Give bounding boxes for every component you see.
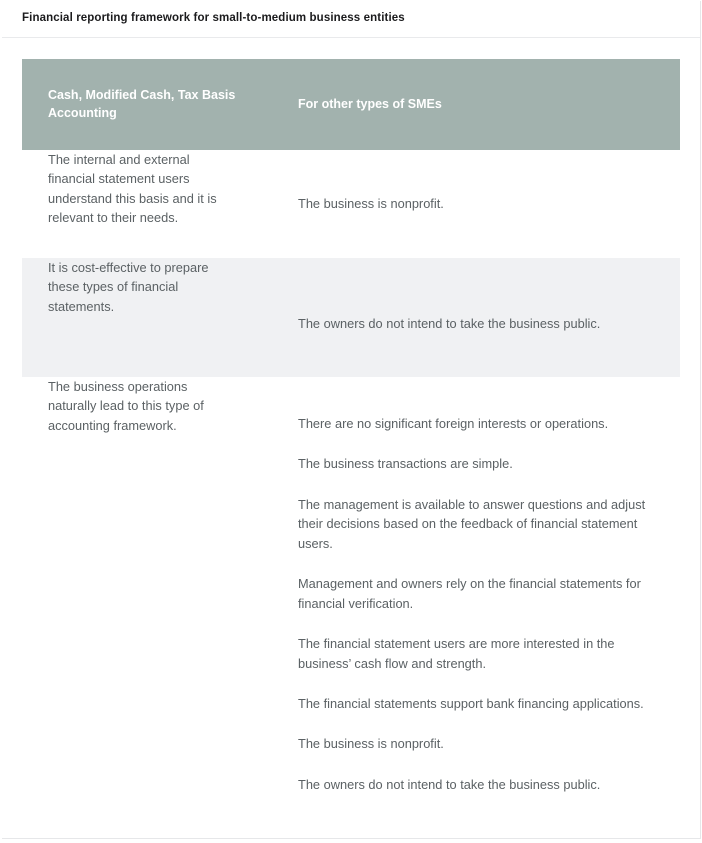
list-item: The business is nonprofit.: [298, 736, 444, 752]
row-items-cell: [272, 377, 680, 797]
table-body: [22, 150, 680, 797]
list-item: The business transactions are simple.: [298, 456, 513, 472]
item-text: The owners do not intend to take the business public.: [298, 316, 601, 331]
framework-table: [22, 59, 680, 797]
list-item: The management is available to answer questions and adjust their decisions based on the feedback of financial statement users.: [298, 496, 646, 551]
table-row: [22, 150, 680, 258]
table-container: [2, 38, 700, 797]
criterion-text: It is cost-effective to prepare these types of financial statements.: [48, 260, 209, 314]
list-item: Management and owners rely on the financial statements for financial verification.: [298, 576, 641, 611]
column-header-other-types-of-smes: For other types of SMEs: [272, 59, 680, 150]
list-item: The financial statements support bank financing applications.: [298, 695, 644, 711]
table-header: [22, 59, 680, 150]
row-items-cell: [272, 258, 680, 377]
column-header-cash-modified-cash-tax-basis: Cash, Modified Cash, Tax Basis Accounting: [22, 59, 272, 150]
list-item: The financial statement users are more interested in the business’ cash flow and strength.: [298, 636, 615, 671]
list-item: The owners do not intend to take the business public.: [298, 776, 601, 792]
criterion-text: The business operations naturally lead to this type of accounting framework.: [48, 379, 204, 433]
content-card: [2, 1, 701, 839]
card-titlebar: [2, 1, 700, 38]
item-list: [298, 414, 670, 794]
row-items-cell: [272, 150, 680, 258]
table-header-row: [22, 59, 680, 150]
criterion-text: The internal and external financial statement users understand this basis and it is relevant to their needs.: [48, 152, 217, 226]
item-text: The business is nonprofit.: [298, 196, 444, 211]
row-criterion-cell: [22, 150, 272, 258]
row-criterion-cell: [22, 377, 272, 797]
list-item: There are no significant foreign interests or operations.: [298, 416, 609, 431]
row-criterion-cell: [22, 258, 272, 377]
table-row: [22, 377, 680, 797]
page-title: Financial reporting framework for small-to-medium business entities: [22, 12, 405, 25]
table-row: [22, 258, 680, 377]
